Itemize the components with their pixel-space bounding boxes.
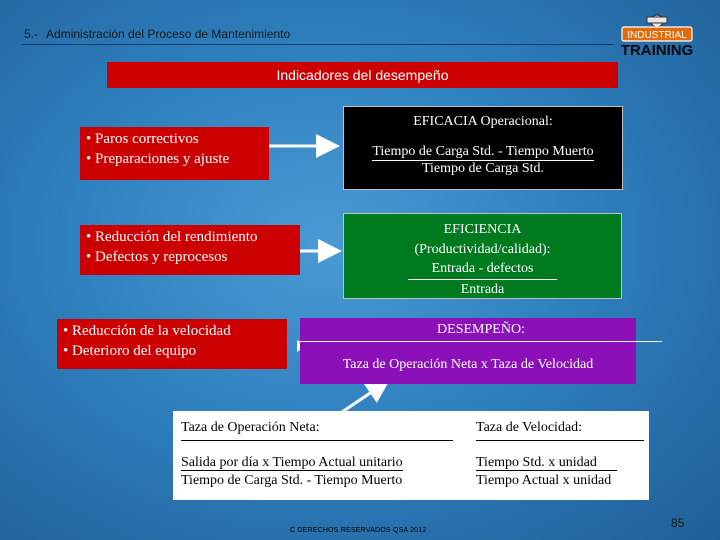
- desempeno-formula: Taza de Operación Neta x Taza de Velocidad: [342, 357, 594, 372]
- section-title-text: Administración del Proceso de Mantenimiento: [46, 27, 291, 41]
- red-box-line: • Paros correctivos: [86, 131, 199, 147]
- section-number: 5.-: [24, 27, 39, 41]
- eficiencia-subtitle: (Productividad/calidad):: [414, 241, 551, 257]
- red-box-line: • Reducción del rendimiento: [86, 229, 258, 245]
- red-box-line: • Deterioro del equipo: [63, 343, 197, 359]
- taza-velocidad-numerator: Tiempo Std. x unidad: [476, 455, 617, 471]
- taza-neta-title: Taza de Operación Neta:: [181, 420, 453, 441]
- red-box-line: • Preparaciones y ajuste: [86, 151, 230, 167]
- taza-neta-denominator: Tiempo de Carga Std. - Tiempo Muerto: [181, 473, 403, 488]
- desempeno-title: DESEMPEÑO:: [300, 322, 662, 342]
- logo-top-text: INDUSTRIAL: [627, 30, 687, 41]
- page-number: 85: [671, 516, 685, 530]
- logo-bottom-text: TRAINING: [620, 42, 694, 59]
- eficacia-numerator: Tiempo de Carga Std. - Tiempo Muerto: [372, 144, 594, 159]
- eficacia-box: [343, 106, 623, 190]
- eficacia-title: EFICACIA Operacional:: [413, 114, 553, 129]
- eficiencia-numerator: Entrada - defectos: [408, 259, 558, 280]
- desempeno-box: [300, 318, 636, 384]
- red-box-line: • Defectos y reprocesos: [86, 249, 228, 265]
- taza-velocidad-block: [476, 420, 644, 489]
- eficiencia-denominator: Entrada: [460, 281, 505, 297]
- taza-velocidad-title: Taza de Velocidad:: [476, 420, 644, 441]
- taza-neta-numerator: Salida por día x Tiempo Actual unitario: [181, 455, 403, 470]
- rates-panel: [173, 411, 649, 500]
- taza-velocidad-denominator: Tiempo Actual x unidad: [476, 473, 612, 488]
- eficiencia-title: EFICIENCIA: [443, 222, 522, 237]
- indicators-banner: Indicadores del desempeño: [107, 62, 618, 88]
- eficacia-denominator: Tiempo de Carga Std.: [421, 161, 545, 176]
- eficiencia-box: [343, 213, 622, 299]
- arrow-up-diagonal: [342, 383, 385, 412]
- red-box-line: • Reducción de la velocidad: [63, 323, 231, 339]
- copyright-text: C DERECHOS RESERVADOS QSA 2012: [290, 527, 427, 534]
- taza-neta-block: [181, 420, 453, 489]
